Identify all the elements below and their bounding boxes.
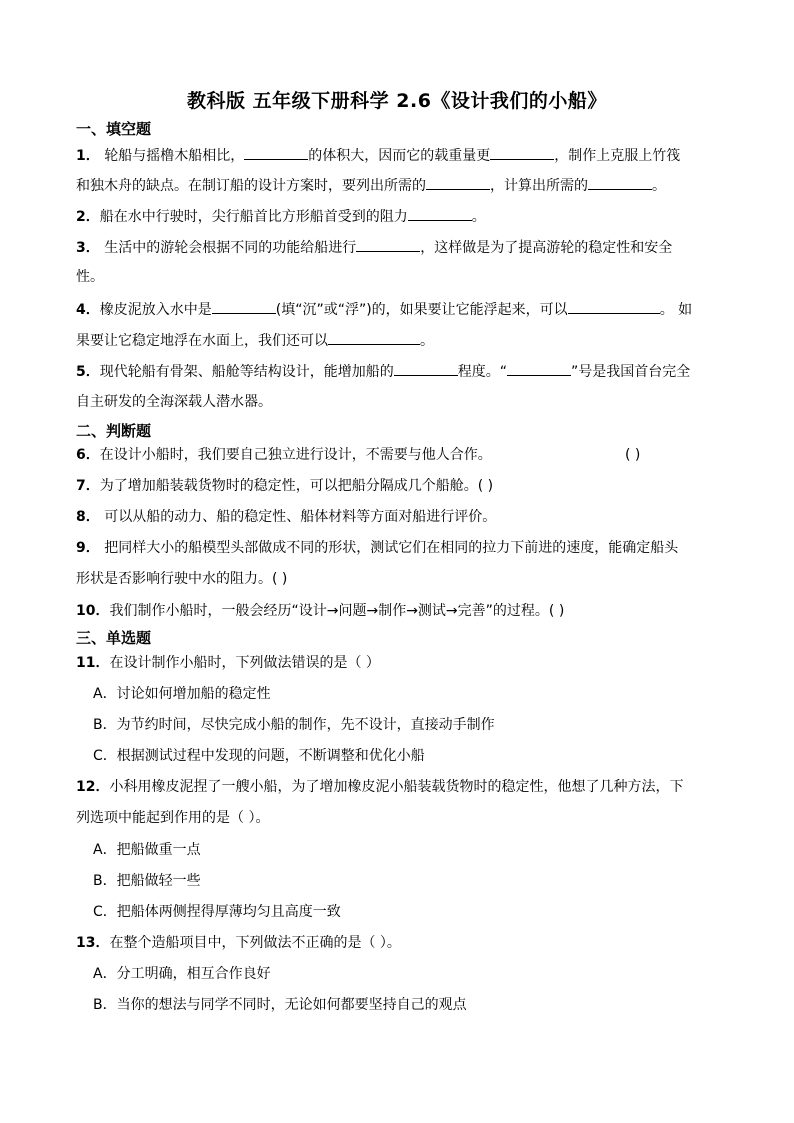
question-11-stem: [76, 653, 716, 673]
answer-blank[interactable]: [328, 330, 420, 345]
question-number: 13．: [76, 935, 110, 951]
question-5-line-1: [76, 361, 716, 382]
question-number: 8．: [76, 509, 100, 525]
question-number: 6．: [76, 447, 100, 463]
question-text: 现代轮船有骨架、船舱等结构设计，能增加船的: [99, 364, 394, 380]
question-3-line-1: [76, 237, 716, 258]
answer-blank[interactable]: [507, 361, 571, 376]
question-text: ，这样做是为了提高游轮的稳定性和安全: [420, 240, 673, 256]
section-heading-judge: 二、判断题: [76, 422, 152, 440]
question-text: 在设计小船时，我们要自己独立进行设计，不需要与他人合作。: [99, 447, 492, 463]
option-a[interactable]: A．分工明确，相互合作良好: [93, 966, 271, 982]
question-5-line-2: 自主研发的全海深载人潜水器。: [76, 394, 272, 410]
question-text: 轮船与摇橹木船相比，: [99, 148, 245, 164]
question-number: 11．: [76, 655, 110, 671]
answer-blank[interactable]: [490, 145, 554, 160]
answer-blank[interactable]: [426, 175, 490, 190]
question-number: 5．: [76, 364, 100, 380]
question-1-line-2: [76, 175, 716, 196]
question-10: [76, 601, 716, 621]
question-text: 可以从船的动力、船的稳定性、船体材料等方面对船进行评价。: [99, 509, 497, 525]
question-4-line-2: [76, 330, 716, 351]
question-text: 和独木舟的缺点。在制订船的设计方案时，要列出所需的: [76, 178, 426, 194]
answer-blank[interactable]: [394, 361, 458, 376]
section-heading-fill: 一、填空题: [76, 120, 152, 138]
question-number: 4．: [76, 302, 100, 318]
option-b[interactable]: B．当你的想法与同学不同时，无论如何都要坚持自己的观点: [93, 997, 467, 1013]
answer-blank[interactable]: [408, 206, 472, 221]
question-text: 小科用橡皮泥捏了一艘小船，为了增加橡皮泥小船装载货物时的稳定性，他想了几种方法，下: [109, 779, 684, 795]
question-9-line-2: 形状是否影响行驶中水的阻力。( ): [76, 571, 288, 587]
answer-blank[interactable]: [356, 237, 420, 252]
question-2: [76, 206, 716, 227]
question-13-stem: [76, 933, 716, 953]
question-text: 把同样大小的船模型头部做成不同的形状，测试它们在相同的拉力下前进的速度，能确定船头: [99, 540, 679, 556]
question-text: ，计算出所需的: [490, 178, 588, 194]
question-text: (填“沉”或“浮”)的，如果要让它能浮起来，可以: [275, 302, 568, 318]
question-text: 我们制作小船时，一般会经历“设计→问题→制作→测试→完善”的过程。( ): [109, 603, 565, 619]
option-c[interactable]: C．把船体两侧捏得厚薄均匀且高度一致: [93, 904, 341, 920]
option-a[interactable]: A．把船做重一点: [93, 842, 201, 858]
answer-parentheses[interactable]: ( ): [625, 447, 641, 463]
answer-blank[interactable]: [244, 145, 308, 160]
section-heading-choice: 三、单选题: [76, 629, 152, 647]
page-title: 教科版 五年级下册科学 2.6《设计我们的小船》: [187, 90, 607, 112]
question-6: [76, 445, 716, 465]
answer-blank[interactable]: [212, 299, 276, 314]
question-text: ”号是我国首台完全: [571, 364, 691, 380]
question-text: 船在水中行驶时，尖行船首比方形船首受到的阻力: [99, 209, 408, 225]
question-text: 果要让它稳定地浮在水面上，我们还可以: [76, 333, 328, 349]
question-text: 的体积大，因而它的载重量更: [308, 148, 491, 164]
question-number: 7．: [76, 478, 100, 494]
question-3-line-2: 性。: [76, 269, 104, 285]
answer-blank[interactable]: [588, 175, 652, 190]
question-number: 9．: [76, 540, 100, 556]
option-c[interactable]: C．根据测试过程中发现的问题，不断调整和优化小船: [93, 748, 425, 764]
answer-blank[interactable]: [568, 299, 660, 314]
question-1-line-1: [76, 145, 716, 166]
option-b[interactable]: B．为节约时间，尽快完成小船的制作，先不设计，直接动手制作: [93, 717, 495, 733]
question-text: 在设计制作小船时，下列做法错误的是（ ）: [109, 655, 380, 671]
question-number: 10．: [76, 603, 110, 619]
question-number: 12．: [76, 779, 110, 795]
question-text: 。: [652, 178, 666, 194]
question-text: 。 如: [659, 302, 693, 318]
question-text: 在整个造船项目中，下列做法不正确的是（ ）。: [109, 935, 401, 951]
option-a[interactable]: A．讨论如何增加船的稳定性: [93, 686, 271, 702]
question-number: 2．: [76, 209, 100, 225]
question-12-stem-2: 列选项中能起到作用的是（ ）。: [76, 810, 270, 826]
question-text: 生活中的游轮会根据不同的功能给船进行: [99, 240, 357, 256]
question-text: 橡皮泥放入水中是: [99, 302, 212, 318]
question-9-line-1: [76, 538, 716, 558]
question-4-line-1: [76, 299, 716, 320]
question-number: 1．: [76, 148, 100, 164]
question-12-stem: [76, 777, 716, 797]
question-text: 为了增加船装载货物时的稳定性，可以把船分隔成几个船舱。( ): [99, 478, 494, 494]
question-text: ，制作上克服上竹筏: [554, 148, 681, 164]
question-7: [76, 476, 716, 496]
question-8: [76, 507, 716, 527]
question-text: 程度。“: [457, 364, 508, 380]
question-number: 3．: [76, 240, 100, 256]
option-b[interactable]: B．把船做轻一些: [93, 873, 201, 889]
question-text: 。: [471, 209, 486, 225]
question-text: 。: [420, 333, 434, 349]
